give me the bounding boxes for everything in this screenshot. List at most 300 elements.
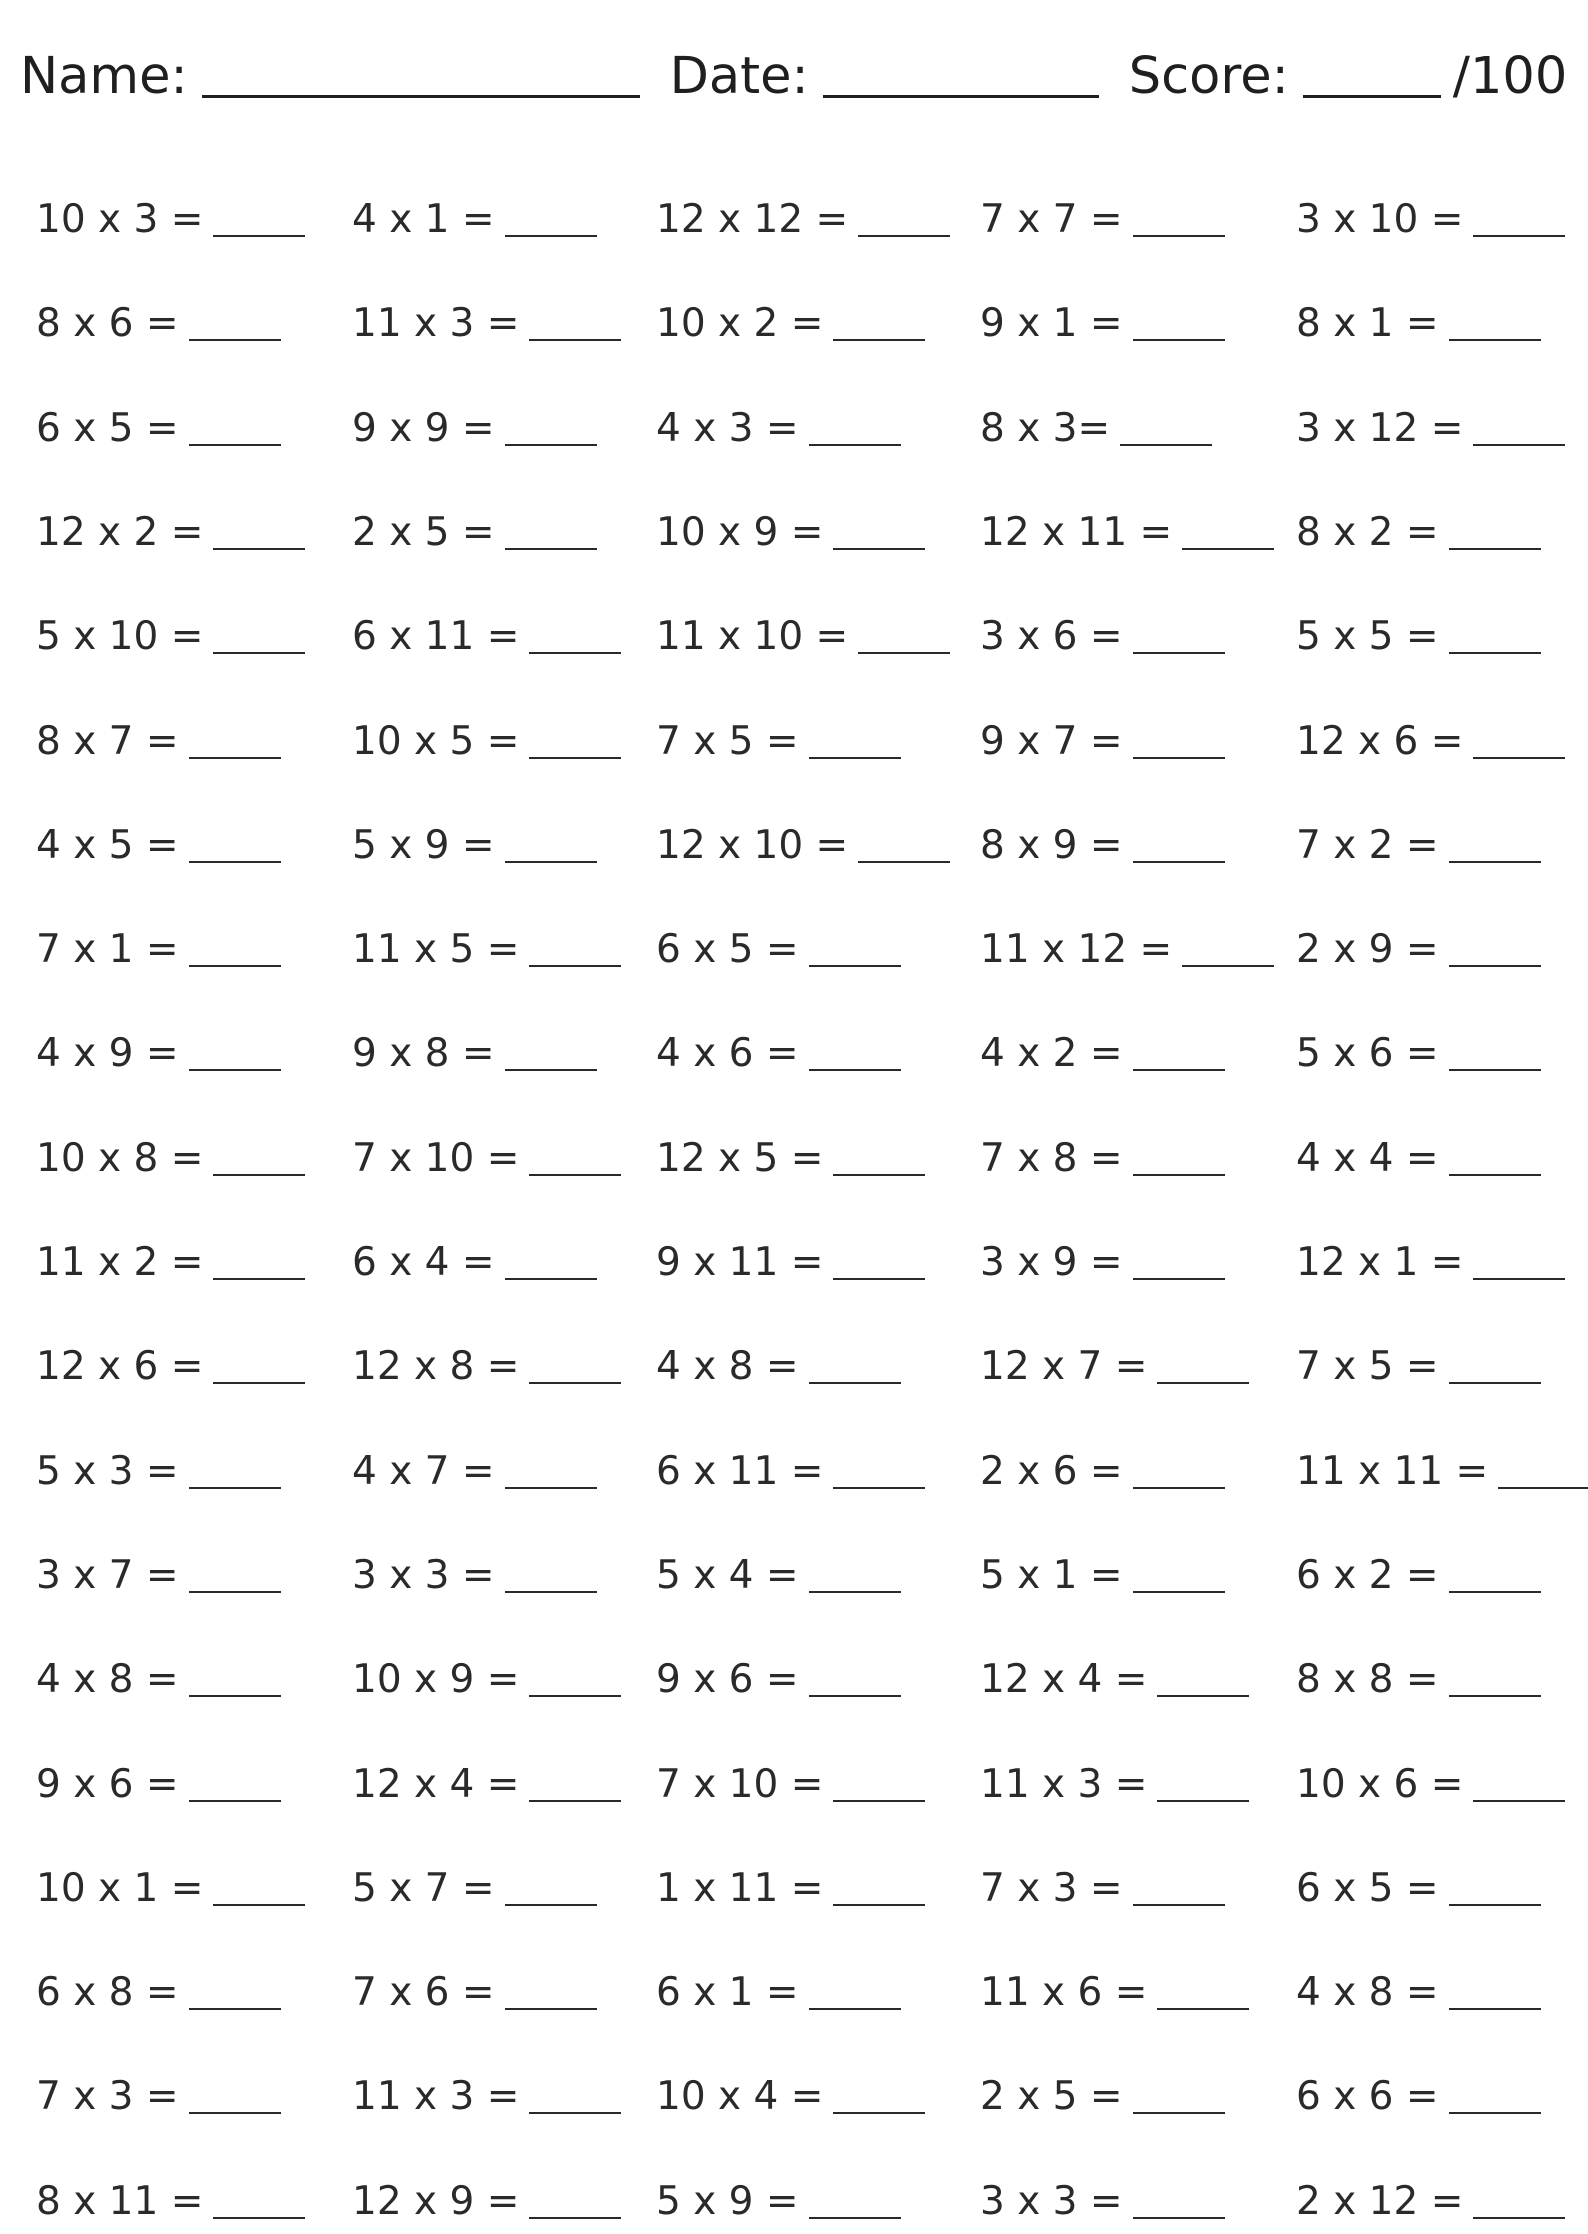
answer-blank[interactable] — [1182, 548, 1274, 550]
problem-expression: 7 x 2 = — [1296, 822, 1439, 868]
problem-expression: 6 x 5 = — [36, 405, 179, 451]
problem-expression: 4 x 8 = — [1296, 1970, 1439, 2016]
problem-item — [36, 1761, 281, 1807]
answer-blank[interactable] — [1473, 2217, 1565, 2219]
problem-expression: 12 x 8 = — [352, 1344, 520, 1390]
answer-blank[interactable] — [213, 1278, 305, 1280]
answer-blank[interactable] — [213, 1904, 305, 1906]
problem-item — [352, 1344, 621, 1390]
problem-item — [352, 1448, 597, 1494]
problem-expression: 7 x 3 = — [980, 1865, 1123, 1911]
problem-item — [36, 405, 281, 451]
problem-item — [352, 2178, 621, 2224]
answer-blank[interactable] — [529, 965, 621, 967]
problem-item — [980, 1240, 1225, 1285]
answer-blank[interactable] — [529, 757, 621, 759]
problem-item — [352, 405, 597, 451]
problem-item — [980, 1031, 1225, 1077]
problem-item — [1296, 927, 1541, 973]
answer-blank[interactable] — [833, 2112, 925, 2114]
answer-blank[interactable] — [1133, 1069, 1225, 1071]
answer-blank[interactable] — [529, 1174, 621, 1176]
problem-expression: 2 x 6 = — [980, 1448, 1123, 1494]
problem-item — [656, 1552, 901, 1598]
problem-expression: 3 x 3 = — [352, 1552, 495, 1598]
problem-expression: 5 x 6 = — [1296, 1031, 1439, 1077]
answer-blank[interactable] — [189, 1069, 281, 1071]
problem-expression: 3 x 10 = — [1296, 197, 1464, 242]
answer-blank[interactable] — [189, 861, 281, 863]
problem-item — [656, 2178, 901, 2224]
problem-expression: 11 x 3 = — [980, 1761, 1148, 1807]
problem-expression: 6 x 5 = — [1296, 1865, 1439, 1911]
answer-blank[interactable] — [809, 757, 901, 759]
problem-expression: 4 x 5 = — [36, 822, 179, 868]
answer-blank[interactable] — [1449, 652, 1541, 654]
date-label: Date: — [669, 47, 809, 106]
problem-item — [36, 1135, 305, 1181]
answer-blank[interactable] — [1133, 1904, 1225, 1906]
problem-expression: 11 x 6 = — [980, 1970, 1148, 2016]
problem-expression: 7 x 10 = — [656, 1761, 824, 1807]
problem-expression: 4 x 7 = — [352, 1448, 495, 1494]
problem-item — [1296, 1970, 1541, 2016]
problem-expression: 9 x 1 = — [980, 301, 1123, 347]
answer-blank[interactable] — [1133, 1174, 1225, 1176]
problem-expression: 12 x 5 = — [656, 1135, 824, 1181]
problem-expression: 10 x 5 = — [352, 718, 520, 764]
problem-item — [656, 1135, 925, 1181]
problem-expression: 7 x 8 = — [980, 1135, 1123, 1181]
answer-blank[interactable] — [1133, 652, 1225, 654]
score-total: /100 — [1452, 47, 1568, 106]
problem-item — [36, 1240, 305, 1285]
problem-expression: 7 x 7 = — [980, 197, 1123, 242]
problem-item — [980, 509, 1274, 555]
problem-expression: 11 x 5 = — [352, 927, 520, 973]
problem-item — [1296, 1865, 1541, 1911]
answer-blank[interactable] — [1133, 1591, 1225, 1593]
problem-item — [1296, 197, 1565, 242]
problem-item — [980, 1865, 1225, 1911]
answer-blank[interactable] — [1449, 1174, 1541, 1176]
problem-item — [1296, 822, 1541, 868]
problem-expression: 5 x 10 = — [36, 614, 204, 660]
problem-expression: 6 x 6 = — [1296, 2074, 1439, 2120]
problem-item — [980, 1135, 1225, 1181]
problem-expression: 12 x 11 = — [980, 509, 1173, 555]
answer-blank[interactable] — [1473, 757, 1565, 759]
problem-item — [1296, 301, 1541, 347]
answer-blank[interactable] — [505, 1487, 597, 1489]
answer-blank[interactable] — [189, 444, 281, 446]
problem-expression: 9 x 6 = — [656, 1657, 799, 1703]
problem-item — [656, 1344, 901, 1390]
problem-expression: 6 x 2 = — [1296, 1552, 1439, 1598]
problem-expression: 10 x 4 = — [656, 2074, 824, 2120]
problem-expression: 12 x 4 = — [352, 1761, 520, 1807]
problem-item — [352, 927, 621, 973]
problem-item — [36, 1031, 281, 1077]
problem-expression: 6 x 11 = — [656, 1448, 824, 1494]
answer-blank[interactable] — [1182, 965, 1274, 967]
problem-expression: 10 x 1 = — [36, 1865, 204, 1911]
problem-item — [36, 509, 305, 555]
problem-expression: 7 x 5 = — [656, 718, 799, 764]
problem-item — [1296, 614, 1541, 660]
answer-blank[interactable] — [833, 1174, 925, 1176]
answer-blank[interactable] — [1157, 1695, 1249, 1697]
problem-item — [656, 405, 901, 451]
problem-item — [36, 1552, 281, 1598]
problem-expression: 12 x 12 = — [656, 197, 849, 242]
problem-item — [352, 1970, 597, 2016]
answer-blank[interactable] — [1133, 1278, 1225, 1280]
problem-item — [980, 822, 1225, 868]
answer-blank[interactable] — [213, 1382, 305, 1384]
problem-item — [36, 2178, 305, 2224]
problem-item — [352, 1031, 597, 1077]
problem-expression: 11 x 11 = — [1296, 1448, 1489, 1494]
problem-expression: 8 x 11 = — [36, 2178, 204, 2224]
problem-expression: 10 x 8 = — [36, 1135, 204, 1181]
problem-item — [656, 1761, 925, 1807]
answer-blank[interactable] — [213, 652, 305, 654]
problem-item — [1296, 405, 1565, 451]
answer-blank[interactable] — [529, 2112, 621, 2114]
answer-blank[interactable] — [505, 444, 597, 446]
problem-item — [1296, 509, 1541, 555]
problem-expression: 10 x 6 = — [1296, 1761, 1464, 1807]
answer-blank[interactable] — [1473, 1800, 1565, 1802]
answer-blank[interactable] — [833, 339, 925, 341]
problem-expression: 5 x 5 = — [1296, 614, 1439, 660]
answer-blank[interactable] — [505, 1069, 597, 1071]
answer-blank[interactable] — [1449, 1904, 1541, 1906]
problem-expression: 4 x 3 = — [656, 405, 799, 451]
answer-blank[interactable] — [1449, 965, 1541, 967]
problem-item — [352, 822, 597, 868]
problem-item — [36, 1448, 281, 1494]
answer-blank[interactable] — [1449, 2112, 1541, 2114]
problem-expression: 4 x 6 = — [656, 1031, 799, 1077]
problem-expression: 10 x 2 = — [656, 301, 824, 347]
answer-blank[interactable] — [505, 2008, 597, 2010]
answer-blank[interactable] — [1498, 1487, 1588, 1489]
problem-item — [656, 2074, 925, 2120]
problem-expression: 4 x 4 = — [1296, 1135, 1439, 1181]
answer-blank[interactable] — [1133, 757, 1225, 759]
problem-expression: 5 x 9 = — [352, 822, 495, 868]
problem-expression: 9 x 7 = — [980, 718, 1123, 764]
answer-blank[interactable] — [833, 548, 925, 550]
problem-expression: 6 x 11 = — [352, 614, 520, 660]
problem-expression: 11 x 12 = — [980, 927, 1173, 973]
problem-item — [1296, 1135, 1541, 1181]
answer-blank[interactable] — [189, 339, 281, 341]
problem-item — [352, 509, 597, 555]
problem-item — [36, 1344, 305, 1390]
problem-item — [352, 1865, 597, 1911]
answer-blank[interactable] — [1133, 339, 1225, 341]
answer-blank[interactable] — [189, 1591, 281, 1593]
problem-expression: 5 x 1 = — [980, 1552, 1123, 1598]
problem-item — [656, 718, 901, 764]
problem-expression: 11 x 3 = — [352, 301, 520, 347]
answer-blank[interactable] — [189, 1487, 281, 1489]
answer-blank[interactable] — [529, 339, 621, 341]
problem-item — [980, 197, 1225, 242]
problem-expression: 9 x 11 = — [656, 1240, 824, 1285]
problem-expression: 7 x 6 = — [352, 1970, 495, 2016]
answer-blank[interactable] — [809, 1695, 901, 1697]
answer-blank[interactable] — [213, 235, 305, 237]
problem-expression: 12 x 7 = — [980, 1344, 1148, 1390]
problem-item — [352, 1240, 597, 1285]
problem-expression: 9 x 9 = — [352, 405, 495, 451]
problem-expression: 10 x 9 = — [656, 509, 824, 555]
answer-blank[interactable] — [189, 2008, 281, 2010]
answer-blank[interactable] — [809, 444, 901, 446]
problem-item — [1296, 718, 1565, 764]
problem-item — [656, 1865, 925, 1911]
problem-expression: 9 x 8 = — [352, 1031, 495, 1077]
answer-blank[interactable] — [505, 235, 597, 237]
problem-expression: 11 x 3 = — [352, 2074, 520, 2120]
problem-item — [656, 509, 925, 555]
problem-item — [980, 301, 1225, 347]
problem-item — [980, 718, 1225, 764]
answer-blank[interactable] — [1449, 1695, 1541, 1697]
problem-expression: 12 x 9 = — [352, 2178, 520, 2224]
answer-blank[interactable] — [189, 757, 281, 759]
problem-expression: 2 x 5 = — [980, 2074, 1123, 2120]
problem-item — [36, 301, 281, 347]
problem-item — [656, 1657, 901, 1703]
problem-item — [980, 927, 1274, 973]
problem-item — [352, 301, 621, 347]
problem-item — [352, 1135, 621, 1181]
answer-blank[interactable] — [505, 1591, 597, 1593]
problem-item — [980, 405, 1212, 451]
answer-blank[interactable] — [1473, 235, 1565, 237]
answer-blank[interactable] — [505, 861, 597, 863]
problem-expression: 8 x 3= — [980, 405, 1111, 451]
answer-blank[interactable] — [529, 1800, 621, 1802]
problem-expression: 11 x 10 = — [656, 614, 849, 660]
answer-blank[interactable] — [1157, 1800, 1249, 1802]
problem-item — [1296, 1031, 1541, 1077]
answer-blank[interactable] — [1133, 2217, 1225, 2219]
problem-item — [36, 2074, 281, 2120]
answer-blank[interactable] — [1157, 2008, 1249, 2010]
problem-item — [1296, 1240, 1565, 1285]
problem-expression: 1 x 11 = — [656, 1865, 824, 1911]
problem-expression: 4 x 1 = — [352, 197, 495, 242]
problem-expression: 4 x 8 = — [36, 1657, 179, 1703]
answer-blank[interactable] — [1157, 1382, 1249, 1384]
problem-item — [36, 718, 281, 764]
problem-item — [980, 2074, 1225, 2120]
answer-blank[interactable] — [833, 1800, 925, 1802]
problem-expression: 8 x 1 = — [1296, 301, 1439, 347]
answer-blank[interactable] — [1133, 235, 1225, 237]
problem-expression: 10 x 3 = — [36, 197, 204, 242]
problem-item — [352, 1761, 621, 1807]
answer-blank[interactable] — [189, 2112, 281, 2114]
problem-expression: 12 x 2 = — [36, 509, 204, 555]
problem-item — [656, 822, 950, 868]
problem-item — [656, 301, 925, 347]
problem-item — [656, 614, 950, 660]
problem-expression: 12 x 10 = — [656, 822, 849, 868]
problem-item — [980, 614, 1225, 660]
problem-item — [36, 1970, 281, 2016]
answer-blank[interactable] — [1449, 1591, 1541, 1593]
answer-blank[interactable] — [1449, 1069, 1541, 1071]
problem-item — [1296, 1761, 1565, 1807]
problem-item — [980, 1552, 1225, 1598]
answer-blank[interactable] — [809, 2217, 901, 2219]
problem-item — [980, 1970, 1249, 2016]
answer-blank[interactable] — [809, 1069, 901, 1071]
answer-blank[interactable] — [213, 2217, 305, 2219]
answer-blank[interactable] — [529, 1695, 621, 1697]
answer-blank[interactable] — [189, 965, 281, 967]
answer-blank[interactable] — [505, 1904, 597, 1906]
problem-item — [1296, 2178, 1565, 2224]
problem-item — [36, 822, 281, 868]
problem-expression: 3 x 9 = — [980, 1240, 1123, 1285]
problem-expression: 5 x 9 = — [656, 2178, 799, 2224]
answer-blank[interactable] — [1133, 2112, 1225, 2114]
answer-blank[interactable] — [1449, 339, 1541, 341]
answer-blank[interactable] — [1120, 444, 1212, 446]
answer-blank[interactable] — [529, 2217, 621, 2219]
problem-item — [1296, 2074, 1541, 2120]
problem-expression: 5 x 7 = — [352, 1865, 495, 1911]
answer-blank[interactable] — [809, 1382, 901, 1384]
problem-expression: 2 x 5 = — [352, 509, 495, 555]
problem-expression: 4 x 2 = — [980, 1031, 1123, 1077]
problem-expression: 6 x 8 = — [36, 1970, 179, 2016]
problem-item — [1296, 1344, 1541, 1390]
answer-blank[interactable] — [505, 548, 597, 550]
problem-item — [352, 2074, 621, 2120]
answer-blank[interactable] — [809, 2008, 901, 2010]
answer-blank[interactable] — [529, 1382, 621, 1384]
problem-item — [352, 718, 621, 764]
problem-expression: 4 x 9 = — [36, 1031, 179, 1077]
problem-item — [656, 927, 901, 973]
answer-blank[interactable] — [858, 652, 950, 654]
problem-item — [352, 1552, 597, 1598]
answer-blank[interactable] — [1133, 861, 1225, 863]
problem-item — [980, 1448, 1225, 1494]
problem-expression: 3 x 6 = — [980, 614, 1123, 660]
problem-item — [1296, 1552, 1541, 1598]
answer-blank[interactable] — [213, 1174, 305, 1176]
problem-item — [656, 1970, 901, 2016]
answer-blank[interactable] — [1449, 548, 1541, 550]
problem-item — [656, 1031, 901, 1077]
answer-blank[interactable] — [529, 652, 621, 654]
answer-blank[interactable] — [809, 1591, 901, 1593]
problem-item — [980, 1657, 1249, 1703]
problem-item — [36, 1657, 281, 1703]
problem-expression: 11 x 2 = — [36, 1240, 204, 1285]
problem-expression: 6 x 1 = — [656, 1970, 799, 2016]
answer-blank[interactable] — [1473, 1278, 1565, 1280]
problem-expression: 7 x 5 = — [1296, 1344, 1439, 1390]
problem-expression: 7 x 3 = — [36, 2074, 179, 2120]
problem-expression: 3 x 12 = — [1296, 405, 1464, 451]
answer-blank[interactable] — [833, 1904, 925, 1906]
problem-expression: 12 x 6 = — [36, 1344, 204, 1390]
problem-expression: 2 x 12 = — [1296, 2178, 1464, 2224]
problem-item — [1296, 1657, 1541, 1703]
problem-item — [36, 197, 305, 242]
problem-expression: 7 x 10 = — [352, 1135, 520, 1181]
problem-expression: 3 x 3 = — [980, 2178, 1123, 2224]
problem-expression: 9 x 6 = — [36, 1761, 179, 1807]
problem-expression: 4 x 8 = — [656, 1344, 799, 1390]
problem-expression: 5 x 3 = — [36, 1448, 179, 1494]
answer-blank[interactable] — [833, 1278, 925, 1280]
answer-blank[interactable] — [858, 235, 950, 237]
problem-item — [36, 927, 281, 973]
problem-item — [36, 614, 305, 660]
answer-blank[interactable] — [858, 861, 950, 863]
answer-blank[interactable] — [189, 1695, 281, 1697]
problem-expression: 7 x 1 = — [36, 927, 179, 973]
answer-blank[interactable] — [809, 965, 901, 967]
problem-expression: 5 x 4 = — [656, 1552, 799, 1598]
problem-expression: 12 x 1 = — [1296, 1240, 1464, 1285]
answer-blank[interactable] — [505, 1278, 597, 1280]
problem-expression: 12 x 4 = — [980, 1657, 1148, 1703]
problem-item — [352, 1657, 621, 1703]
answer-blank[interactable] — [213, 548, 305, 550]
problem-expression: 12 x 6 = — [1296, 718, 1464, 764]
problem-expression: 3 x 7 = — [36, 1552, 179, 1598]
answer-blank[interactable] — [1133, 1487, 1225, 1489]
answer-blank[interactable] — [833, 1487, 925, 1489]
problem-expression: 10 x 9 = — [352, 1657, 520, 1703]
problem-expression: 6 x 4 = — [352, 1240, 495, 1285]
answer-blank[interactable] — [189, 1800, 281, 1802]
problem-expression: 6 x 5 = — [656, 927, 799, 973]
problem-expression: 8 x 6 = — [36, 301, 179, 347]
problem-expression: 8 x 9 = — [980, 822, 1123, 868]
problem-expression: 8 x 8 = — [1296, 1657, 1439, 1703]
answer-blank[interactable] — [1449, 2008, 1541, 2010]
problem-item — [656, 197, 950, 242]
problem-item — [352, 614, 621, 660]
problem-item — [36, 1865, 305, 1911]
problem-item — [352, 197, 597, 242]
problem-item — [980, 2178, 1225, 2224]
problem-item — [1296, 1448, 1588, 1494]
score-label: Score: — [1128, 47, 1289, 106]
problem-item — [656, 1448, 925, 1494]
problem-item — [980, 1761, 1249, 1807]
answer-blank[interactable] — [1449, 1382, 1541, 1384]
answer-blank[interactable] — [1449, 861, 1541, 863]
problem-item — [656, 1240, 925, 1285]
answer-blank[interactable] — [1473, 444, 1565, 446]
problem-expression: 8 x 2 = — [1296, 509, 1439, 555]
